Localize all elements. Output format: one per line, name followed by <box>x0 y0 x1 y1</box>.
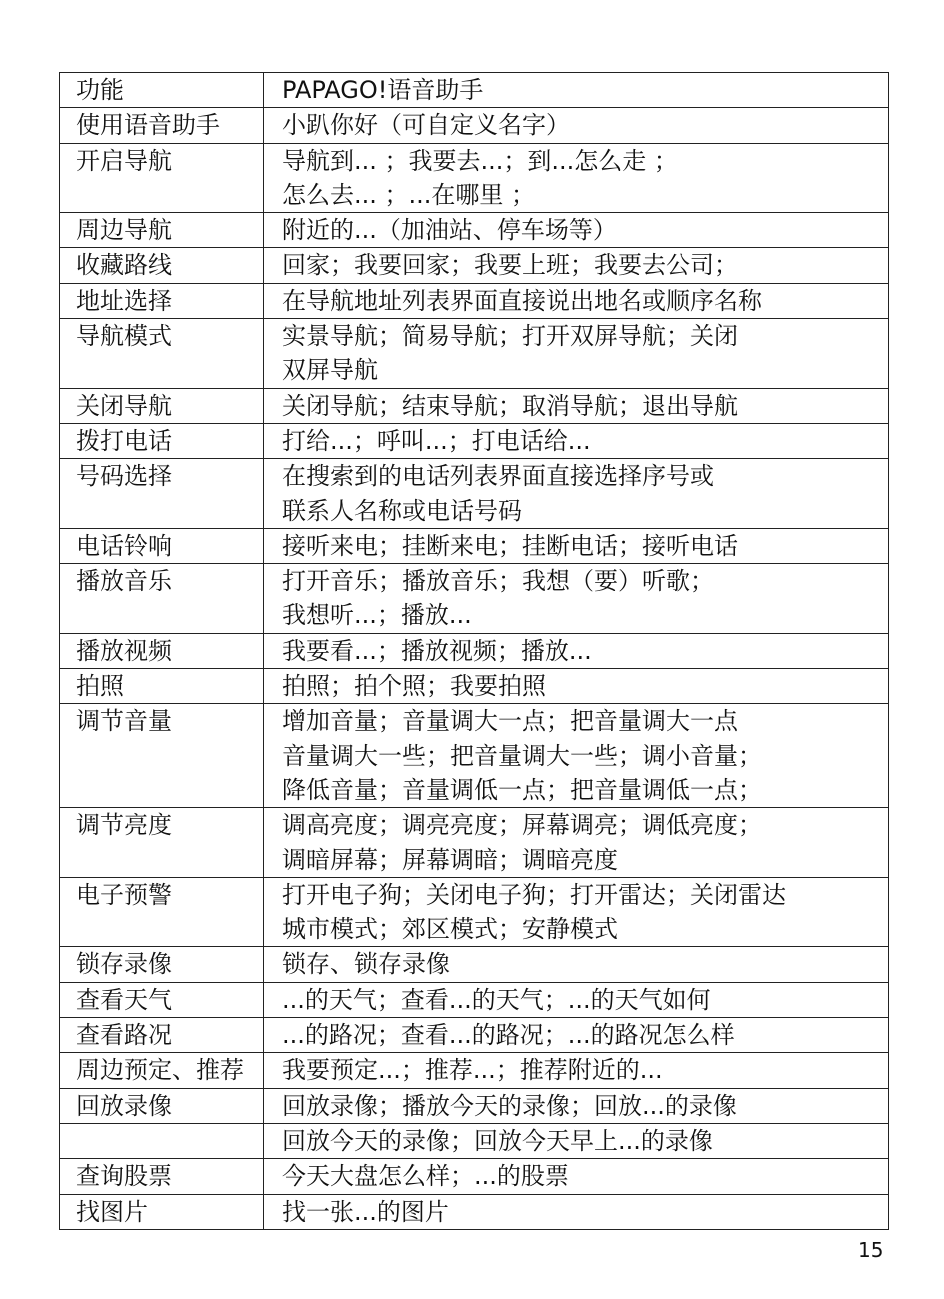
table-row <box>60 423 889 458</box>
table-row <box>60 633 889 668</box>
command-cell <box>264 982 889 1017</box>
command-line: 实景导航；简易导航；打开双屏导航；关闭 <box>282 322 738 351</box>
command-cell <box>264 564 889 634</box>
command-cell <box>264 248 889 283</box>
function-cell: 功能 <box>60 73 264 108</box>
command-cell <box>264 108 889 143</box>
command-cell <box>264 459 889 529</box>
command-line: 在导航地址列表界面直接说出地名或顺序名称 <box>282 286 762 315</box>
table-row <box>60 319 889 389</box>
table-row <box>60 982 889 1017</box>
command-cell <box>264 1123 889 1158</box>
function-cell: 号码选择 <box>60 459 264 529</box>
function-cell: 回放录像 <box>60 1088 264 1123</box>
command-line: 调暗屏幕；屏幕调暗；调暗亮度 <box>282 845 618 874</box>
table-row <box>60 108 889 143</box>
function-cell: 周边导航 <box>60 213 264 248</box>
command-cell <box>264 423 889 458</box>
table-row <box>60 1159 889 1194</box>
command-cell <box>264 528 889 563</box>
command-cell <box>264 808 889 878</box>
function-cell: 拍照 <box>60 669 264 704</box>
command-line: 小趴你好（可自定义名字） <box>282 111 570 140</box>
command-line: 我要看...；播放视频；播放... <box>282 636 592 665</box>
function-cell: 拨打电话 <box>60 423 264 458</box>
command-line: 降低音量；音量调低一点；把音量调低一点； <box>282 775 762 804</box>
function-cell: 播放音乐 <box>60 564 264 634</box>
function-cell: 收藏路线 <box>60 248 264 283</box>
command-line: 怎么去... ；...在哪里 ； <box>282 180 536 209</box>
command-cell <box>264 877 889 947</box>
command-cell <box>264 1053 889 1088</box>
table-body <box>60 73 889 1230</box>
command-cell <box>264 633 889 668</box>
command-cell <box>264 1088 889 1123</box>
command-line: 找一张...的图片 <box>282 1197 449 1226</box>
command-line: 关闭导航；结束导航；取消导航；退出导航 <box>282 391 738 420</box>
table-row <box>60 1053 889 1088</box>
function-cell: 开启导航 <box>60 143 264 213</box>
table-row <box>60 947 889 982</box>
function-cell: 查看天气 <box>60 982 264 1017</box>
command-line: 双屏导航 <box>282 356 378 385</box>
command-line: 打给...；呼叫...；打电话给... <box>282 426 591 455</box>
command-line: 锁存、锁存录像 <box>282 950 450 979</box>
table-row <box>60 877 889 947</box>
command-line: 打开电子狗；关闭电子狗；打开雷达；关闭雷达 <box>282 880 786 909</box>
function-cell: 地址选择 <box>60 283 264 318</box>
command-cell <box>264 319 889 389</box>
table-row <box>60 528 889 563</box>
command-line: 附近的...（加油站、停车场等） <box>282 216 617 245</box>
table-row <box>60 704 889 808</box>
table-row <box>60 1088 889 1123</box>
table-row <box>60 143 889 213</box>
command-line: 今天大盘怎么样；...的股票 <box>282 1162 569 1191</box>
table-row <box>60 1194 889 1229</box>
function-cell: 使用语音助手 <box>60 108 264 143</box>
command-cell <box>264 669 889 704</box>
table-row <box>60 459 889 529</box>
function-cell: 调节音量 <box>60 704 264 808</box>
command-cell <box>264 143 889 213</box>
command-line: 我想听...；播放... <box>282 601 472 630</box>
function-cell: 播放视频 <box>60 633 264 668</box>
command-line: 导航到... ；我要去...；到...怎么走 ； <box>282 146 678 175</box>
table-row <box>60 283 889 318</box>
command-line: 拍照；拍个照；我要拍照 <box>282 672 546 701</box>
command-line: 联系人名称或电话号码 <box>282 496 522 525</box>
command-cell <box>264 283 889 318</box>
function-cell: 电话铃响 <box>60 528 264 563</box>
function-cell: 关闭导航 <box>60 388 264 423</box>
command-cell <box>264 704 889 808</box>
command-cell <box>264 1159 889 1194</box>
function-cell: 周边预定、推荐 <box>60 1053 264 1088</box>
function-cell: 查询股票 <box>60 1159 264 1194</box>
function-cell: 导航模式 <box>60 319 264 389</box>
command-cell <box>264 388 889 423</box>
command-line: 回放录像；播放今天的录像；回放...的录像 <box>282 1091 737 1120</box>
table-row <box>60 808 889 878</box>
function-cell: 找图片 <box>60 1194 264 1229</box>
table-row <box>60 248 889 283</box>
function-cell: 查看路况 <box>60 1018 264 1053</box>
function-cell <box>60 1123 264 1158</box>
command-line: ...的路况；查看...的路况；...的路况怎么样 <box>282 1021 735 1050</box>
table-row <box>60 1018 889 1053</box>
command-line: 增加音量；音量调大一点；把音量调大一点 <box>282 707 738 736</box>
command-line: 调高亮度；调亮亮度；屏幕调亮；调低亮度； <box>282 811 762 840</box>
command-cell <box>264 1194 889 1229</box>
table-row <box>60 213 889 248</box>
command-line: 打开音乐；播放音乐；我想（要）听歌； <box>282 567 714 596</box>
command-line: 在搜索到的电话列表界面直接选择序号或 <box>282 462 714 491</box>
voice-command-table <box>59 72 889 1230</box>
command-cell <box>264 213 889 248</box>
command-line: 城市模式；郊区模式；安静模式 <box>282 915 618 944</box>
command-line: 接听来电；挂断来电；挂断电话；接听电话 <box>282 531 738 560</box>
table-row <box>60 1123 889 1158</box>
command-cell <box>264 1018 889 1053</box>
function-cell: 调节亮度 <box>60 808 264 878</box>
command-cell <box>264 73 889 108</box>
table-row <box>60 564 889 634</box>
command-line: 回家；我要回家；我要上班；我要去公司； <box>282 251 738 280</box>
command-line: 回放今天的录像；回放今天早上...的录像 <box>282 1126 713 1155</box>
command-line: 音量调大一些；把音量调大一些；调小音量； <box>282 741 762 770</box>
table-row <box>60 669 889 704</box>
command-line: 我要预定...；推荐...；推荐附近的... <box>282 1056 663 1085</box>
command-cell <box>264 947 889 982</box>
function-cell: 锁存录像 <box>60 947 264 982</box>
command-line: ...的天气；查看...的天气；...的天气如何 <box>282 985 711 1014</box>
table-row <box>60 388 889 423</box>
page-number: 15 <box>858 1238 884 1262</box>
table-row <box>60 73 889 108</box>
function-cell: 电子预警 <box>60 877 264 947</box>
command-line: PAPAGO!语音助手 <box>282 76 484 104</box>
